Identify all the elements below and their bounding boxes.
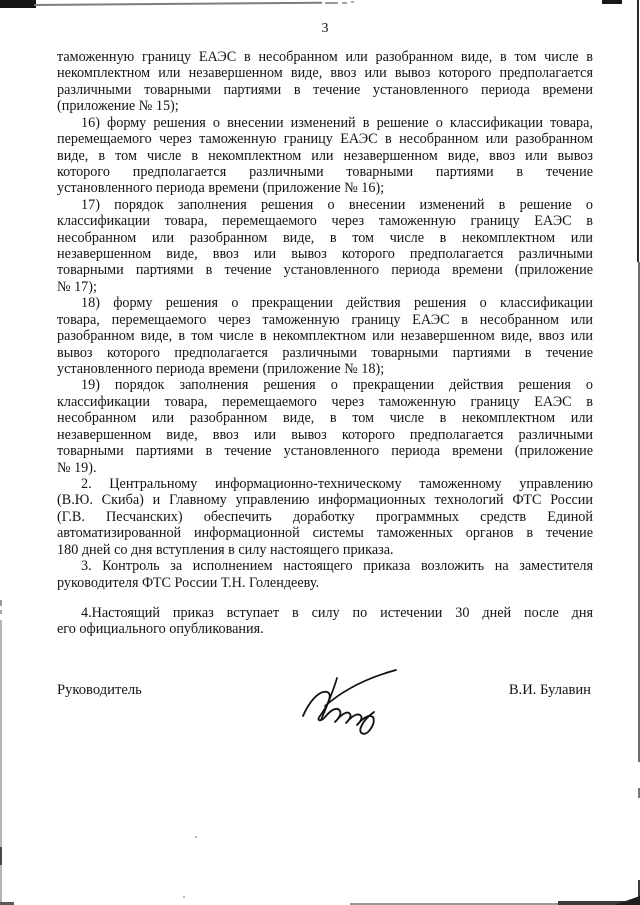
scan-artifact-top-dash: [325, 2, 338, 4]
text-line: перемещаемого через таможенную границу ЕАЭС в несобранном или разобранном: [57, 131, 593, 148]
text-line: (приложение № 15);: [57, 98, 179, 115]
text-line: 3. Контроль за исполнением настоящего приказа возложить на заместителя: [81, 558, 593, 575]
signature-block: [57, 676, 593, 738]
paragraph-point-4: [57, 605, 593, 638]
scan-artifact-left-edge-line: [0, 620, 2, 905]
scan-artifact-top-edge-line: [34, 2, 322, 6]
text-line: несобранном или разобранном виде, в том числе в некомплектном или: [57, 410, 593, 427]
text-line: таможенную границу ЕАЭС в несобранном или разобранном виде, в том числе в: [57, 49, 593, 65]
text-line: 19) порядок заполнения решения о прекращении действия решения о: [81, 377, 593, 394]
text-line: автоматизированной информационной системы таможенных органов в течение: [57, 525, 593, 542]
text-line: которого предполагается различными товарными партиями в течение: [57, 163, 593, 180]
scan-artifact-right-edge-line: [637, 0, 639, 262]
text-line: незавершенном виде, ввоз или вывоз которого предполагается различными: [57, 426, 593, 443]
scan-artifact-left-edge-dash: [0, 600, 2, 606]
scan-artifact-bottom-edge-bar: [558, 901, 640, 905]
scan-artifact-right-edge-line: [638, 262, 640, 762]
paragraph-item-15-continuation: [57, 49, 593, 115]
text-line: установленного периода времени (приложение № 16);: [57, 180, 385, 197]
text-line: руководителя ФТС России Т.Н. Голендееву.: [57, 574, 320, 591]
text-line: 180 дней со дня вступления в силу настоящего приказа.: [57, 541, 394, 558]
handwritten-signature-icon: [297, 662, 407, 738]
text-line: (В.Ю. Скиба) и Главному управлению информационных технологий ФТС России: [57, 492, 593, 509]
text-line: № 17);: [57, 278, 97, 295]
paragraph-point-3: [57, 558, 593, 591]
scan-artifact-top-dash: [351, 1, 354, 3]
text-line: его официального опубликования.: [57, 621, 264, 638]
text-line: 16) форму решения о внесении изменений в решение о классификации товара,: [81, 114, 593, 131]
text-line: установленного периода времени (приложение № 18);: [57, 361, 385, 378]
text-line: (Г.В. Песчанских) обеспечить доработку программных средств Единой: [57, 508, 593, 525]
text-line: товарными партиями в течение установленного периода времени (приложение: [57, 262, 593, 279]
text-line: товарными партиями в течение установленного периода времени (приложение: [57, 443, 593, 460]
text-line: различными товарными партиями в течение установленного периода времени: [57, 81, 593, 98]
text-line: 18) форму решения о прекращении действия решения о классификации: [81, 295, 593, 312]
text-line: некомплектном или незавершенном виде, ввоз или вывоз которого предполагается: [57, 65, 593, 82]
scan-artifact-top-right-bar: [602, 0, 622, 4]
text-line: несобранном или разобранном виде, в том числе в некомплектном или: [57, 229, 593, 246]
document-body: [57, 49, 593, 638]
text-line: 2. Центральному информационно-техническому таможенному управлению: [81, 475, 593, 492]
text-line: № 19).: [57, 459, 97, 476]
scan-artifact-bottom-edge-line: [350, 903, 562, 905]
text-line: вывоз которого предполагается различными товарными партиями в течение: [57, 344, 593, 361]
page-number: 3: [321, 21, 329, 36]
scan-artifact-top-dash: [342, 2, 347, 4]
text-line: товара, перемещаемого через таможенную границу ЕАЭС в несобранном или: [57, 311, 593, 328]
text-line: незавершенном виде, ввоз или вывоз которого предполагается различными: [57, 246, 593, 263]
scan-artifact-speck: [195, 836, 197, 838]
text-line: 4.Настоящий приказ вступает в силу по истечении 30 дней после дня: [81, 604, 593, 621]
paragraph-item-18: [57, 295, 593, 377]
scan-artifact-left-edge-dash: [0, 610, 2, 614]
text-line: классификации товара, перемещаемого через таможенную границу ЕАЭС в: [57, 213, 593, 230]
text-line: классификации товара, перемещаемого через таможенную границу ЕАЭС в: [57, 393, 593, 410]
paragraph-item-19: [57, 377, 593, 476]
paragraph-item-16: [57, 115, 593, 197]
paragraph-point-2: [57, 476, 593, 558]
signatory-title: Руководитель: [57, 682, 142, 698]
signatory-name: В.И. Булавин: [508, 682, 591, 698]
text-line: виде, в том числе в некомплектном или незавершенном виде, ввоз или вывоз: [57, 147, 593, 164]
paragraph-item-17: [57, 197, 593, 296]
text-line: разобранном виде, в том числе в некомплектном или незавершенном виде, ввоз или: [57, 328, 593, 345]
text-line: 17) порядок заполнения решения о внесении изменений в решение о: [81, 196, 593, 213]
scan-artifact-left-edge-mark: [0, 847, 2, 865]
scan-artifact-speck: [183, 896, 185, 898]
scan-artifact-bottom-right-wedge: [614, 896, 640, 905]
scan-artifact-top-left-bar: [0, 0, 36, 8]
